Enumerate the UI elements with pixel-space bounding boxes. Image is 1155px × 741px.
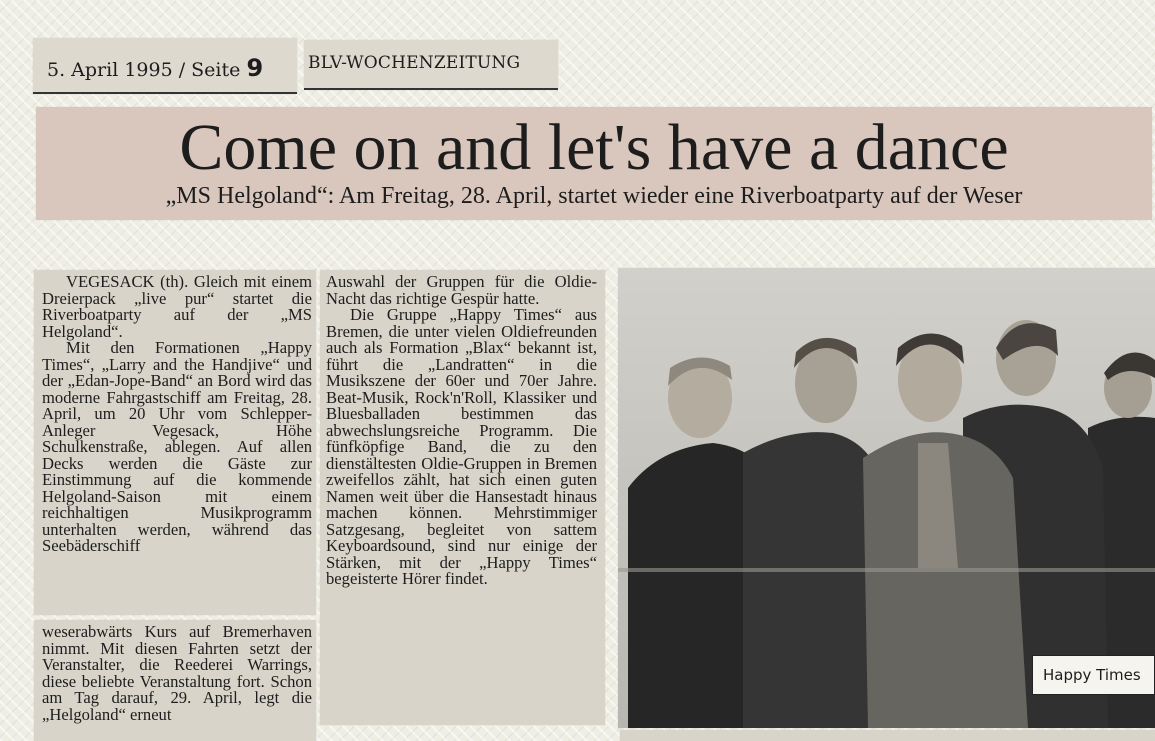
article-headline: Come on and let's have a dance <box>179 111 1009 184</box>
paragraph: Die Gruppe „Happy Times“ aus Bremen, die unter vielen Oldiefreunden auch als Formation „Blax“ bekannt ist, führt die „Landratten“ in die Musikszene der 60er und 70er Jahre. Beat-Musik, Rock'n'Roll, Klassiker und Bluesballaden bestimmen das abwechslungsreiche Programm. Die fünfköpfige Band, die zu den dienstältesten Oldie-Gruppen in Bremen zweifellos zählt, hat sich einen guten Namen weit über die Hansestadt hinaus machen können. Mehrstimmiger Satzgesang, begleitet von sattem Keyboardsound, sind nur einige der Stärken, mit der „Happy Times“ begeisterte Hörer findet. <box>326 305 597 588</box>
paragraph: VEGESACK (th). Gleich mit einem Dreierpack „live pur“ startet die Riverboatparty auf der „MS Helgoland“. <box>42 272 312 341</box>
issue-date-text: 5. April 1995 / Seite <box>47 59 241 81</box>
newspaper-name-clipping <box>304 40 558 90</box>
article-column-1-continued <box>42 624 312 741</box>
photo-caption-box <box>1032 655 1155 695</box>
photo-caption: Happy Times <box>1043 666 1141 684</box>
paragraph: Auswahl der Gruppen für die Oldie-Nacht das richtige Gespür hatte. <box>326 272 597 308</box>
headline-clipping <box>36 107 1152 220</box>
page-number: 9 <box>246 54 264 82</box>
paragraph: weserabwärts Kurs auf Bremerhaven nimmt. Mit diesen Fahrten setzt der Veranstalter, die Reederei Warrings, diese beliebte Veranstaltung fort. Schon am Tag darauf, 29. April, legt die „Helgoland“ erneut <box>42 624 312 724</box>
date-clipping <box>33 38 297 94</box>
article-column-2 <box>326 274 597 588</box>
issue-date <box>47 54 263 82</box>
article-subheadline: „MS Helgoland“: Am Freitag, 28. April, startet wieder eine Riverboatparty auf der Weser <box>165 183 1023 209</box>
next-article-strip <box>620 730 1155 741</box>
paragraph: Mit den Formationen „Happy Times“, „Larry and the Handjive“ und der „Edan-Jope-Band“ an Bord wird das moderne Fahrgastschiff am Freitag, 28. April, um 20 Uhr vom Schlepper-Anleger Vegesack, Höhe Schulkenstraße, ablegen. Auf allen Decks werden die Gäste zur Einstimmung auf die kommende Helgoland-Saison mit einem reichhaltigen Musikprogramm unterhalten werden, während das Seebäderschiff <box>42 338 312 555</box>
article-column-1 <box>42 274 312 555</box>
newspaper-name: BLV-WOCHENZEITUNG <box>308 53 521 73</box>
